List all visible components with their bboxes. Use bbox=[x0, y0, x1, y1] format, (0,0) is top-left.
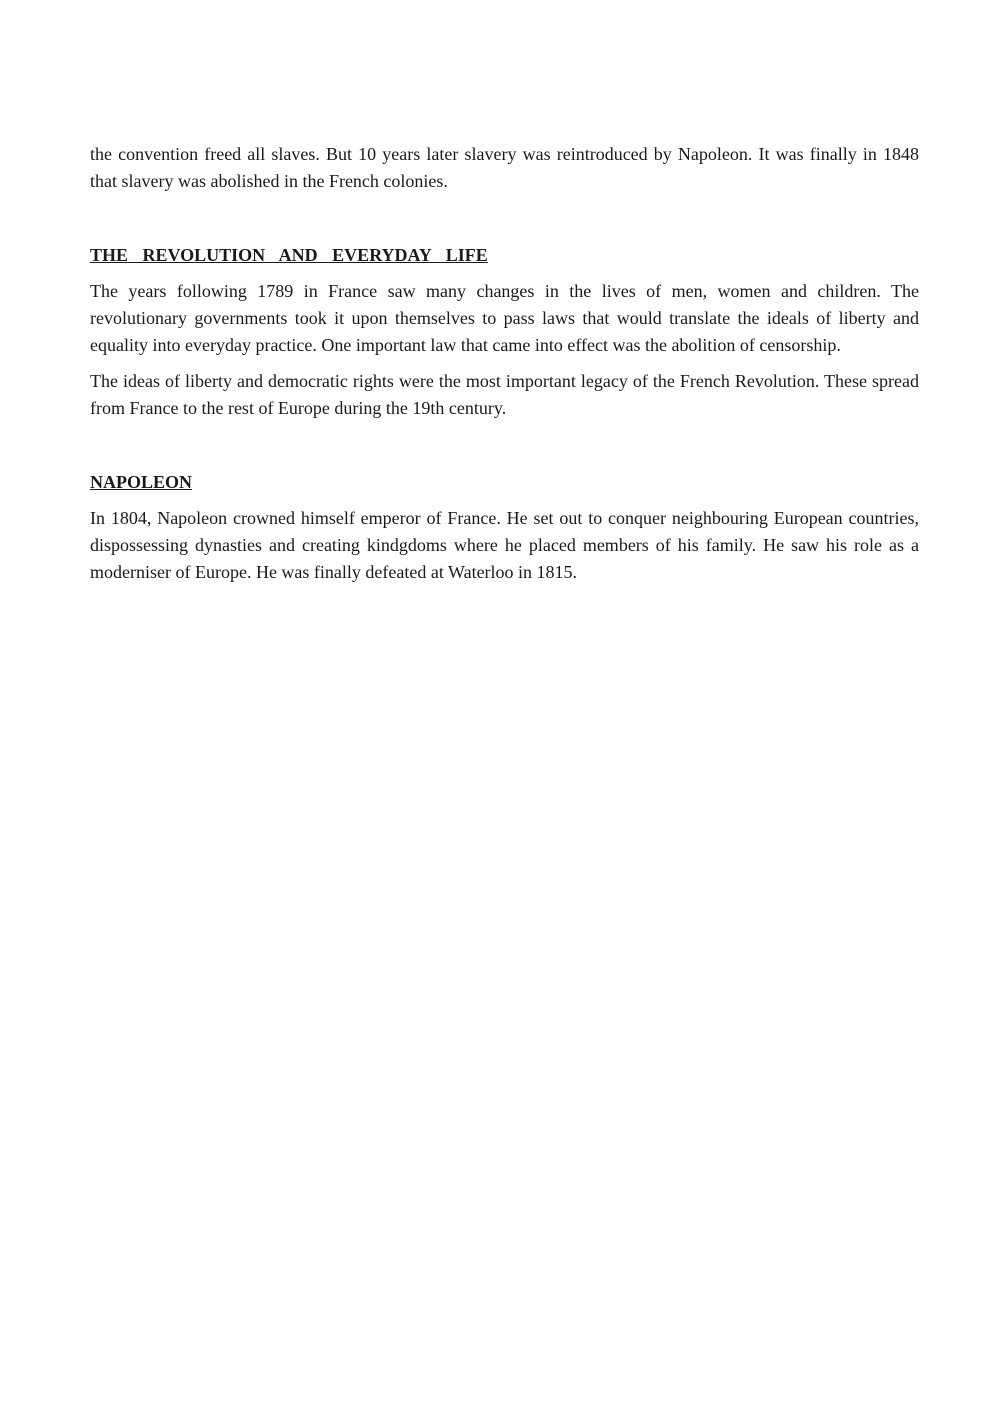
napoleon-paragraph-1: In 1804, Napoleon crowned himself emperor of France. He set out to conquer neighbouring European countries, dispossessing dynasties and creating kindgdoms where he placed members of his family. He saw his role as a moderniser of Europe. He was finally defeated at Waterloo in 1815. bbox=[90, 508, 919, 582]
section-heading-napoleon: NAPOLEON bbox=[90, 472, 193, 492]
intro-paragraph: the convention freed all slaves. But 10 years later slavery was reintroduced by Napoleon. It was finally in 1848 that slavery was abolished in the French colonies. bbox=[90, 144, 919, 191]
everyday-life-paragraph-1: The years following 1789 in France saw many changes in the lives of men, women and children. The revolutionary governments took it upon themselves to pass laws that would translate the ideals of liberty and equality into everyday practice. One important law that came into effect was the abolition of censorship. bbox=[90, 281, 919, 355]
page-content bbox=[90, 141, 919, 586]
everyday-life-paragraph-2: The ideas of liberty and democratic rights were the most important legacy of the French Revolution. These spread from France to the rest of Europe during the 19th century. bbox=[90, 371, 919, 418]
section-heading-everyday-life: THE REVOLUTION AND EVERYDAY LIFE bbox=[90, 245, 488, 265]
